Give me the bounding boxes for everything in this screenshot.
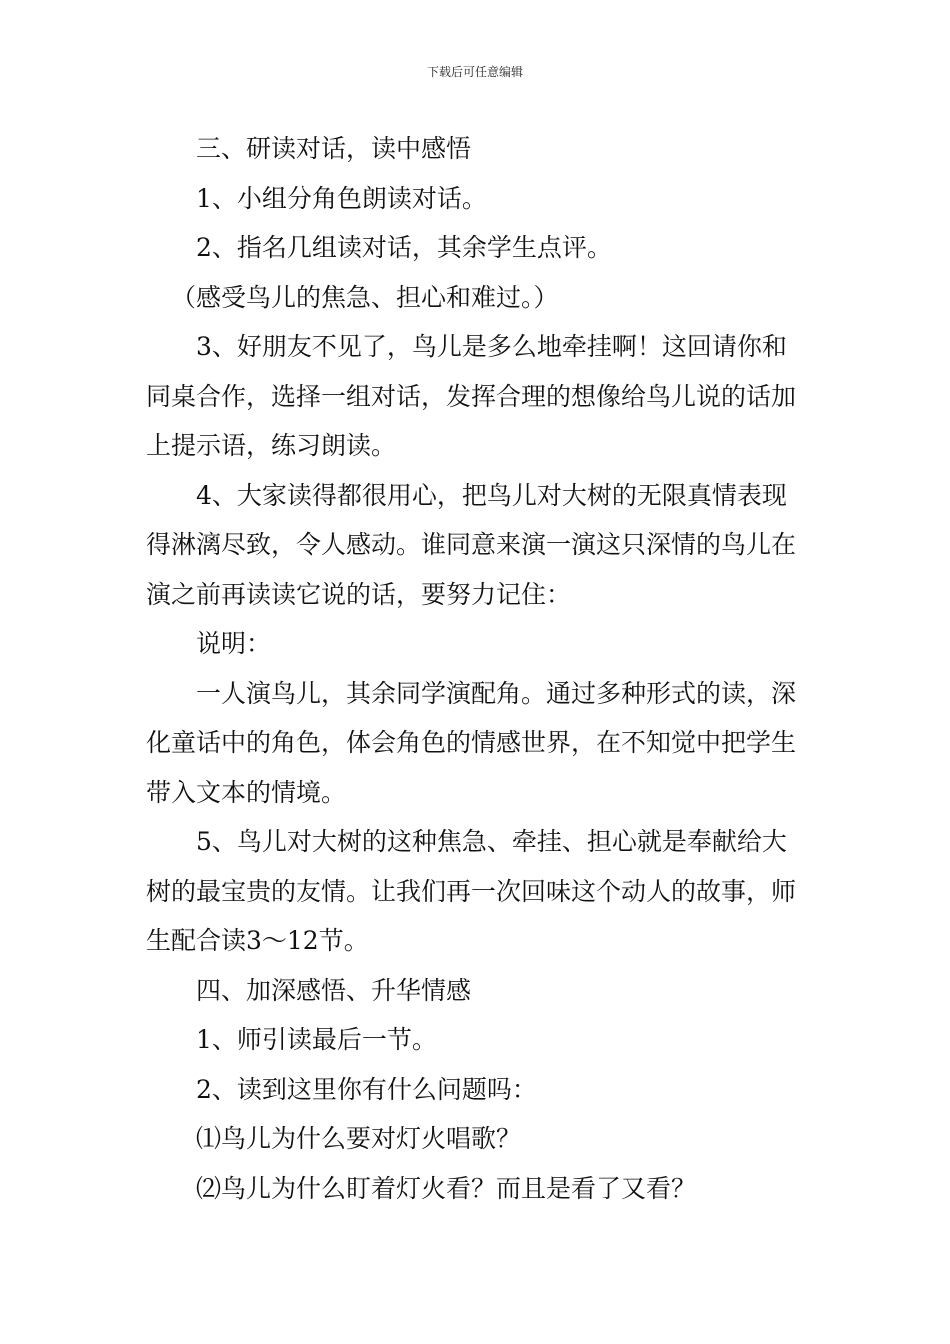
paragraph: 3、好朋友不见了，鸟儿是多么地牵挂啊！这回请你和同桌合作，选择一组对话，发挥合理的想像给鸟儿说的话加上提示语，练习朗读。 <box>146 332 797 460</box>
paragraph: 1、小组分角色朗读对话。 <box>196 183 487 213</box>
paragraph-label: 说明： <box>196 629 272 658</box>
paragraph: 2、读到这里你有什么问题吗： <box>196 1074 537 1104</box>
paragraph: 1、师引读最后一节。 <box>196 1025 437 1054</box>
paragraph-note: （感受鸟儿的焦急、担心和难过。） <box>171 282 559 312</box>
page-header-watermark: 下载后可任意编辑 <box>426 65 523 79</box>
paragraph: 5、鸟儿对大树的这种焦急、牵挂、担心就是奉献给大树的最宝贵的友情。让我们再一次回味这个动人的故事，师生配合读3～12节。 <box>146 827 797 955</box>
section-heading-3: 三、研读对话，读中感悟 <box>196 134 472 163</box>
section-heading-4: 四、加深感悟、升华情感 <box>196 975 472 1005</box>
paragraph: 2、指名几组读对话，其余学生点评。 <box>196 233 612 262</box>
question-item: ⑵鸟儿为什么盯着灯火看？而且是看了又看？ <box>196 1173 697 1203</box>
question-item: ⑴鸟儿为什么要对灯火唱歌？ <box>196 1124 522 1153</box>
paragraph: 一人演鸟儿，其余同学演配角。通过多种形式的读，深化童话中的角色，体会角色的情感世界，在不知觉中把学生带入文本的情境。 <box>146 678 797 807</box>
paragraph: 4、大家读得都很用心，把鸟儿对大树的无限真情表现得淋漓尽致，令人感动。谁同意来演一演这只深情的鸟儿在演之前再读读它说的话，要努力记住： <box>146 480 797 609</box>
document-body <box>146 124 808 1213</box>
